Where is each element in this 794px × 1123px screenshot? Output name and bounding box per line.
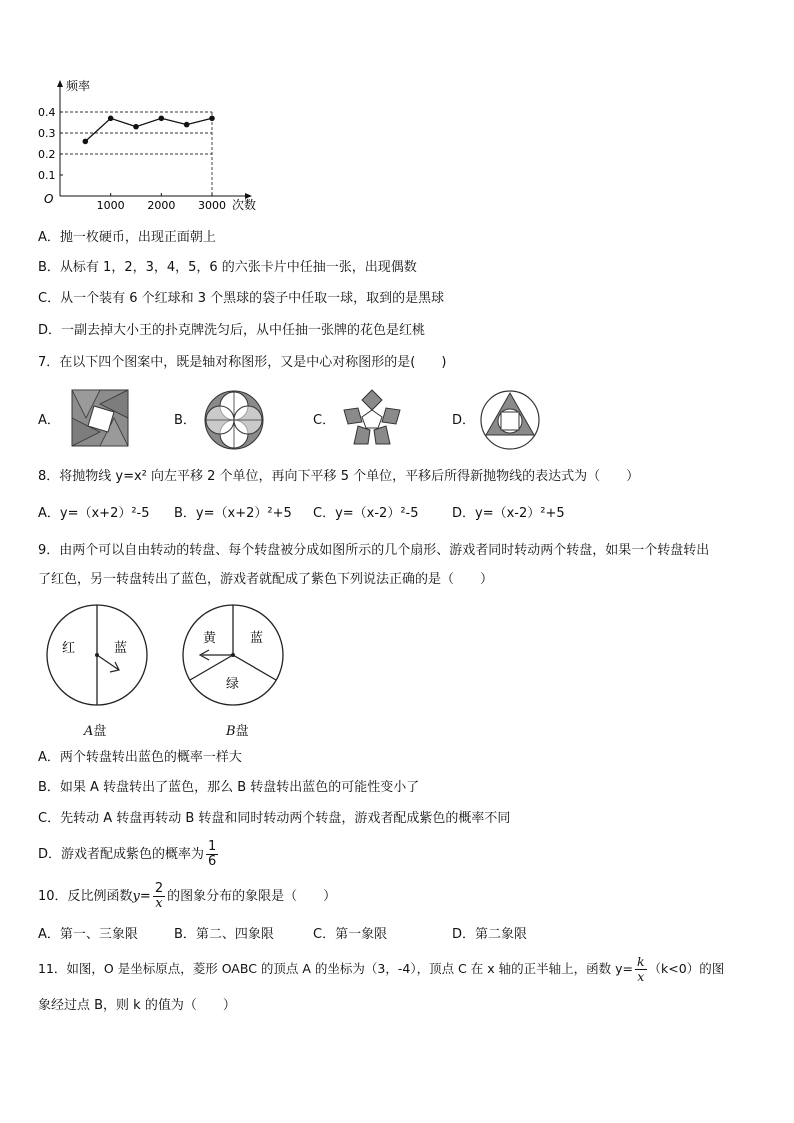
data-point [209, 116, 215, 122]
x-tick-label: 1000 [96, 199, 125, 212]
data-point [83, 139, 89, 145]
q7-option-c-label: C． [313, 413, 336, 428]
q7-option-a-label: A． [38, 413, 60, 428]
spinner-b-blue-label: 蓝 [250, 631, 264, 646]
y-tick-label: 0.3 [38, 127, 56, 140]
spinner-b-yellow-label: 黄 [203, 631, 217, 646]
q6-option-b: B．从标有 1，2，3，4，5，6 的六张卡片中任抽一张，出现偶数 [38, 260, 417, 275]
y-tick-label: 0.4 [38, 106, 56, 119]
q9-option-d-text: D．游戏者配成紫色的概率为 [38, 847, 205, 862]
spinner-a-red-label: 红 [62, 641, 76, 656]
circle-triangle-figure [478, 388, 542, 452]
q10-option-a: A．第一、三象限 [38, 927, 138, 942]
q11-stem-line1: 11．如图，O 是坐标原点，菱形 OABC 的顶点 A 的坐标为（3，-4），顶点 C 在 x 轴的正半轴上，函数 y= $\frac{k}{x}$ （k<0）的图 [38, 954, 725, 984]
x-tick-label: 2000 [147, 199, 176, 212]
q8-option-c: C．y=（x-2）²-5 [313, 506, 419, 521]
q8-option-d: D．y=（x-2）²+5 [452, 506, 565, 521]
spinner-a-blue-label: 蓝 [114, 641, 128, 656]
y-axis-arrow [57, 80, 63, 87]
q11-stem-line2: 象经过点 B，则 k 的值为（ ） [38, 998, 236, 1013]
q11-fraction: $\frac{k}{x}$ [636, 954, 645, 984]
q7-option-d-label: D． [452, 413, 476, 428]
data-point [159, 116, 165, 122]
q6-option-a: A．抛一枚硬币，出现正面朝上 [38, 230, 216, 245]
q6-option-c: C．从一个装有 6 个红球和 3 个黑球的袋子中任取一球，取到的是黑球 [38, 291, 445, 306]
q8-stem: 8．将抛物线 y=x² 向左平移 2 个单位，再向下平移 5 个单位，平移后所得新抛物线的表达式为（ ） [38, 469, 640, 484]
spinner-a [44, 602, 154, 710]
q9-option-c: C．先转动 A 转盘再转动 B 转盘和同时转动两个转盘，游戏者配成紫色的概率不同 [38, 811, 511, 826]
pentagon-flower-figure [340, 388, 404, 450]
spinner-b-caption: B盘 [226, 724, 249, 739]
q10-option-c: C．第一象限 [313, 927, 388, 942]
q10-stem: 10．反比例函数y= $\frac{2}{x}$ 的图象分布的象限是（ ） [38, 881, 337, 911]
data-point [108, 116, 114, 122]
spinner-b-green-label: 绿 [226, 677, 240, 692]
square-pinwheel-figure [68, 384, 134, 450]
origin-label: O [44, 192, 54, 206]
x-tick-label: 3000 [198, 199, 226, 212]
spinner-b [178, 602, 288, 710]
q10-option-b: B．第二、四象限 [174, 927, 274, 942]
q10-option-d: D．第二象限 [452, 927, 528, 942]
q9-option-a: A．两个转盘转出蓝色的概率一样大 [38, 750, 242, 765]
data-point [133, 124, 139, 130]
y-tick-label: 0.1 [38, 169, 56, 182]
q9-option-d-fraction: $\frac{1}{6}$ [208, 839, 217, 869]
q8-option-b: B．y=（x+2）²+5 [174, 506, 292, 521]
q9-stem-line1: 9．由两个可以自由转动的转盘、每个转盘被分成如图所示的几个扇形、游戏者同时转动两个转盘，如果一个转盘转出 [38, 543, 710, 558]
four-petal-circle-figure [202, 388, 266, 452]
frequency-chart [36, 78, 276, 218]
q9-option-d [38, 836, 220, 874]
y-tick-label: 0.2 [38, 148, 56, 161]
q10-fraction: $\frac{2}{x}$ [154, 881, 164, 911]
q7-stem: 7．在以下四个图案中，既是轴对称图形，又是中心对称图形的是( ) [38, 355, 447, 370]
q7-option-b-label: B． [174, 413, 196, 428]
q8-option-a: A．y=（x+2）²-5 [38, 506, 150, 521]
q9-option-b: B．如果 A 转盘转出了蓝色，那么 B 转盘转出蓝色的可能性变小了 [38, 780, 420, 795]
frequency-line [85, 118, 212, 141]
y-axis-label: 频率 [66, 79, 91, 93]
spinner-a-caption: A盘 [84, 724, 107, 739]
q9-stem-line2: 了红色，另一转盘转出了蓝色，游戏者就配成了紫色下列说法正确的是（ ） [38, 572, 494, 587]
data-point [184, 122, 190, 128]
x-axis-label: 次数 [232, 198, 257, 212]
q6-option-d: D．一副去掉大小王的扑克牌洗匀后，从中任抽一张牌的花色是红桃 [38, 323, 426, 338]
